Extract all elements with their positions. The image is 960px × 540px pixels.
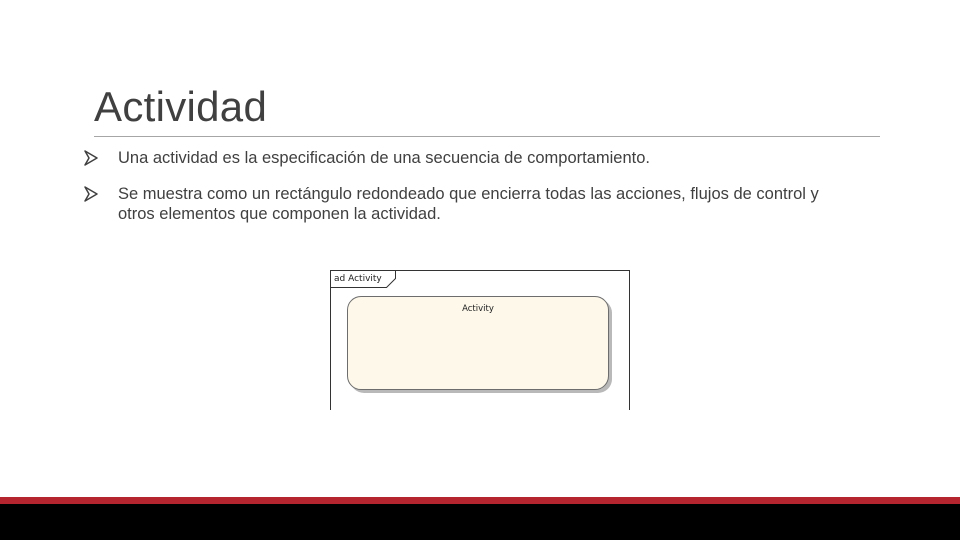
bullet-text: Una actividad es la especificación de una secuencia de comportamiento. [118, 149, 650, 167]
activity-diagram [330, 270, 630, 410]
bullet-item [82, 184, 842, 224]
frame-left-border [330, 270, 331, 410]
footer-band [0, 504, 960, 540]
arrow-bullet-icon [84, 150, 98, 166]
bullet-item [82, 148, 842, 168]
bullet-text: Se muestra como un rectángulo redondeado que encierra todas las acciones, flujos de control y otros elementos que componen la actividad. [118, 185, 819, 223]
activity-node [347, 296, 609, 390]
bullet-list [82, 148, 842, 240]
arrow-bullet-icon [84, 186, 98, 202]
footer-accent-band [0, 497, 960, 504]
frame-label: ad Activity [334, 274, 382, 284]
title-divider [94, 136, 880, 137]
slide-title: Actividad [94, 83, 268, 130]
frame-right-border [629, 270, 630, 410]
activity-node-label: Activity [462, 304, 494, 314]
